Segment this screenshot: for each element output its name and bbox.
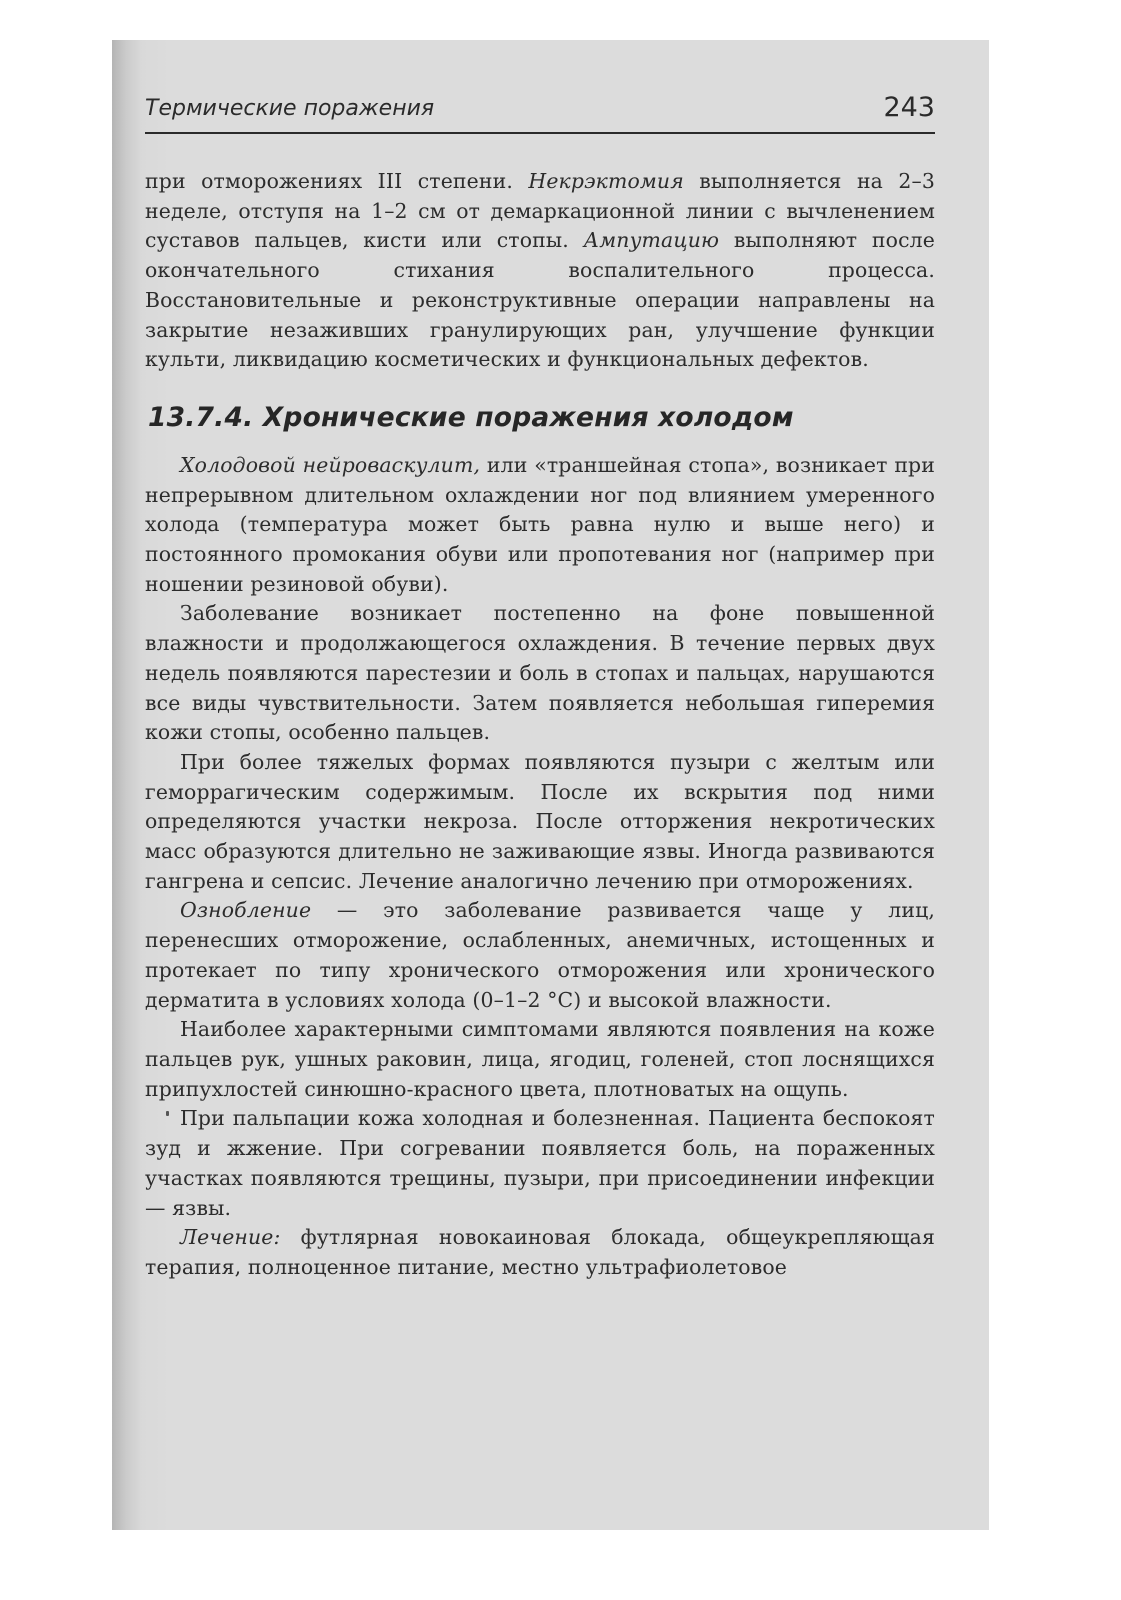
page-header — [145, 92, 935, 134]
term-chilblain: Ознобление — [180, 898, 312, 923]
section-title: 13.7.4. Хронические поражения холодом — [148, 401, 794, 433]
paragraph-treatment: Лечение: футлярная новокаиновая блокада, общеукрепляющая терапия, полноценное питание, местно ультрафиолетовое — [145, 1225, 935, 1279]
paragraph-trench-foot: Холодовой нейроваскулит, или «траншейная стопа», возникает при непрерывном длительном охлаждении ног под влиянием умеренного холода (температура может быть равна нулю и выше него) и постоянного промокания обуви или пропотевания ног (например при ношении резиновой обуви). — [145, 452, 936, 596]
page-number: 243 — [883, 92, 935, 123]
paragraph-severe-forms: При более тяжелых формах появляются пузыри с желтым или геморрагическим содержимым. После их вскрытия под ними определяются участки некроза. После отторжения некротических масс образуются длительно не заживающие язвы. Иногда развиваются гангрена и сепсис. Лечение аналогично лечению при отморожениях. — [145, 749, 935, 893]
paragraph-symptoms: Наиболее характерными симптомами являются появления на коже пальцев рук, ушных раковин, лица, ягодиц, голеней, стоп лоснящихся припухлостей синюшно-красного цвета, плотноватых на ощупь. — [145, 1017, 935, 1101]
paragraph-palpation: При пальпации кожа холодная и болезненная. Пациента беспокоят зуд и жжение. При согревании появляется боль, на пораженных участках появляются трещины, пузыри, при присоединении инфекции — язвы. — [145, 1106, 935, 1220]
term-treatment: Лечение: — [180, 1225, 281, 1250]
paragraph-necrectomy: при отморожениях III степени. Некрэктомия выполняется на 2–3 неделе, отступя на 1–2 см от демаркационной линии с вычленением суставов пальцев, кисти или стопы. Ампутацию выполняют после окончательного стихания воспалительного процесса. Восстановительные и реконструктивные операции направлены на закрытие незаживших гранулирующих ран, улучшение функции культи, ликвидацию косметических и функциональных дефектов. — [145, 169, 935, 372]
term-necrectomy: Некрэктомия — [528, 169, 684, 193]
running-head: Термические поражения — [145, 96, 435, 121]
paragraph-disease-onset: Заболевание возникает постепенно на фоне повышенной влажности и продолжающегося охлаждения. В течение первых двух недель появляются парестезии и боль в стопах и пальцах, нарушаются все виды чувствительности. Затем появляется небольшая гиперемия кожи стопы, особенно пальцев. — [145, 601, 935, 745]
body-text — [145, 167, 935, 1283]
scan-speck — [166, 1111, 169, 1116]
term-amputation: Ампутацию — [583, 228, 720, 253]
paragraph-chilblain: Ознобление — это заболевание развивается чаще у лиц, перенесших отморожение, ослабленных, анемичных, истощенных и протекает по типу хронического отморожения или хронического дерматита в условиях холода (0–1–2 °С) и высокой влажности. — [145, 898, 935, 1012]
header-rule — [145, 132, 935, 134]
term-cold-neurovasculitis: Холодовой нейроваскулит, — [180, 452, 481, 477]
